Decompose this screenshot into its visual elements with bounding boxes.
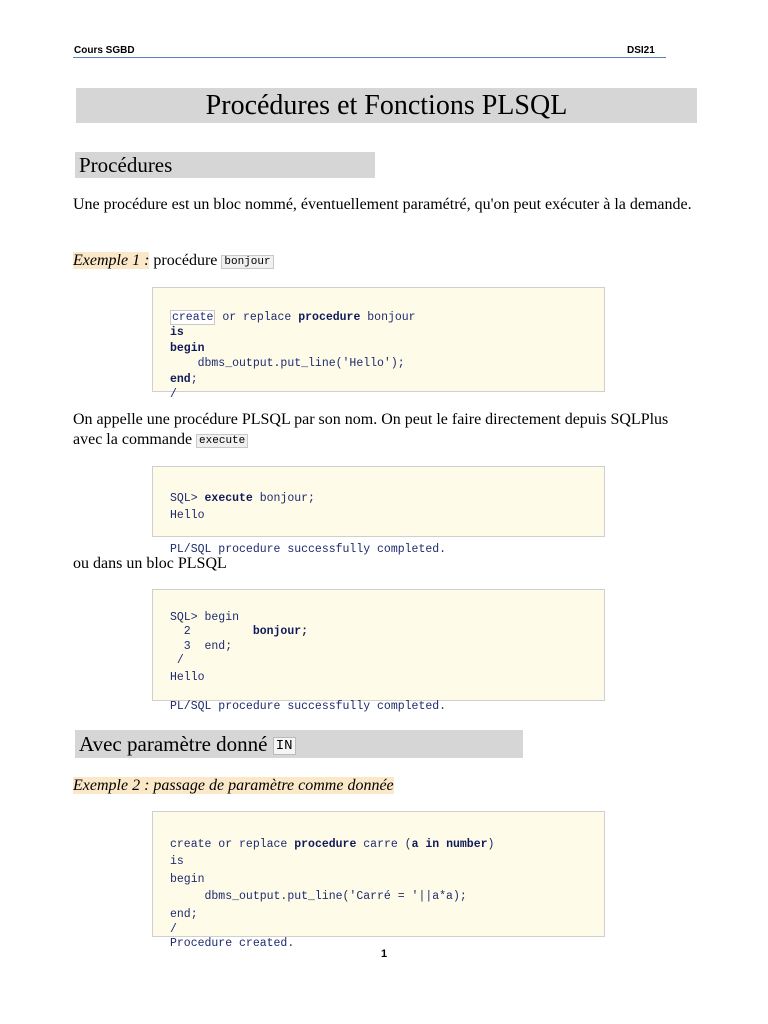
code-block-create-carre: create or replace procedure carre (a in number) is begin dbms_output.put_line('Carré = '||a*a); end; / Procedure created. [152,811,605,937]
intro-paragraph: Une procédure est un bloc nommé, éventuellement paramétré, qu'on peut exécuter à la demande. [73,196,692,213]
header-class: DSI21 [627,45,655,56]
section-heading-procedures: Procédures [75,152,375,178]
example-1-code: bonjour [221,255,273,269]
page-number: 1 [380,948,388,960]
section-heading-param-in: Avec paramètre donné IN [75,730,523,758]
example-1-text: procédure [149,252,222,269]
execute-inline-code: execute [196,434,248,448]
code-block-create-bonjour: create or replace procedure bonjour is begin dbms_output.put_line('Hello'); end; / [152,287,605,392]
example-1-label: Exemple 1 : [73,252,150,269]
example-2-label: Exemple 2 : passage de paramètre comme donnée [73,777,394,794]
page-title: Procédures et Fonctions PLSQL [76,88,697,123]
header-course: Cours SGBD [74,45,135,56]
call-paragraph: On appelle une procédure PLSQL par son nom. On peut le faire directement depuis SQLPlus avec la commande execute [73,411,669,448]
code-block-plsql-begin: SQL> begin 2 bonjour; 3 end; / Hello PL/SQL procedure successfully completed. [152,589,605,701]
code-create-keyword: create [172,310,214,324]
code-block-execute: SQL> execute bonjour; Hello PL/SQL procedure successfully completed. [152,466,605,537]
in-inline-code: IN [273,737,296,755]
example-1-line [73,251,693,272]
header-divider [73,57,666,58]
example-2-line [73,776,693,796]
block-paragraph: ou dans un bloc PLSQL [73,555,227,572]
